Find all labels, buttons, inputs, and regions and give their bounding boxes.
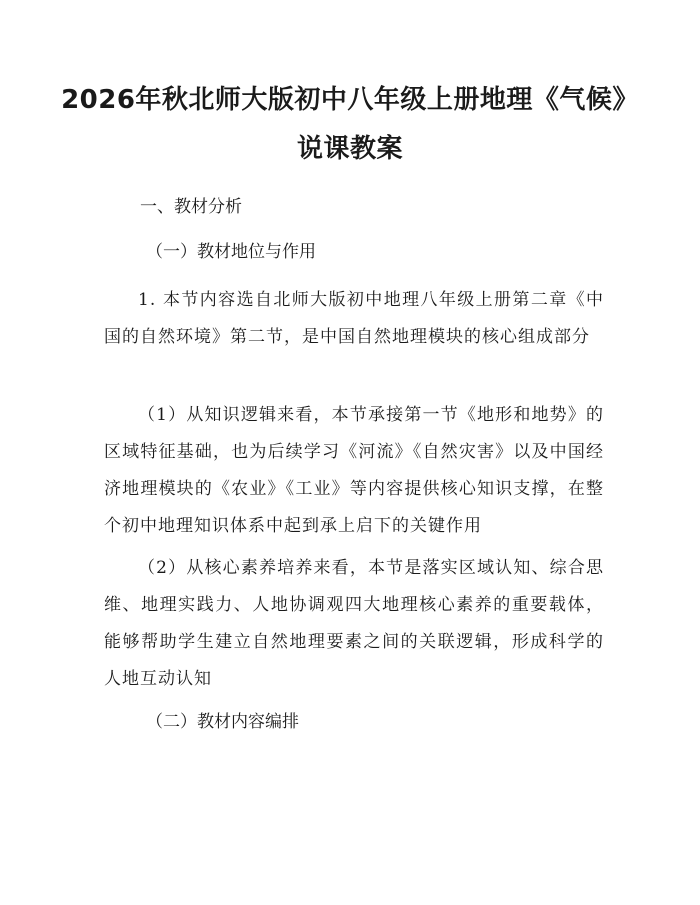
paragraph-content-source: 1. 本节内容选自北师大版初中地理八年级上册第二章《中国的自然环境》第二节，是中国自然地理模块的核心组成部分: [104, 290, 604, 347]
subsection-heading-content-arrangement: （二）教材内容编排: [146, 712, 299, 732]
document-title: 2026年秋北师大版初中八年级上册地理《气候》说课教案: [61, 85, 639, 164]
section-heading-textbook-analysis: 一、教材分析: [140, 197, 242, 217]
paragraph-core-literacy: （2）从核心素养培养来看，本节是落实区域认知、综合思维、地理实践力、人地协调观四大地理核心素养的重要载体，能够帮助学生建立自然地理要素之间的关联逻辑，形成科学的人地互动认知: [104, 558, 604, 689]
subsection-heading-status-and-role: （一）教材地位与作用: [146, 242, 316, 262]
paragraph-knowledge-logic: （1）从知识逻辑来看，本节承接第一节《地形和地势》的区域特征基础，也为后续学习《河流》《自然灾害》以及中国经济地理模块的《农业》《工业》等内容提供核心知识支撑，在整个初中地理知识体系中起到承上启下的关键作用: [104, 405, 604, 536]
